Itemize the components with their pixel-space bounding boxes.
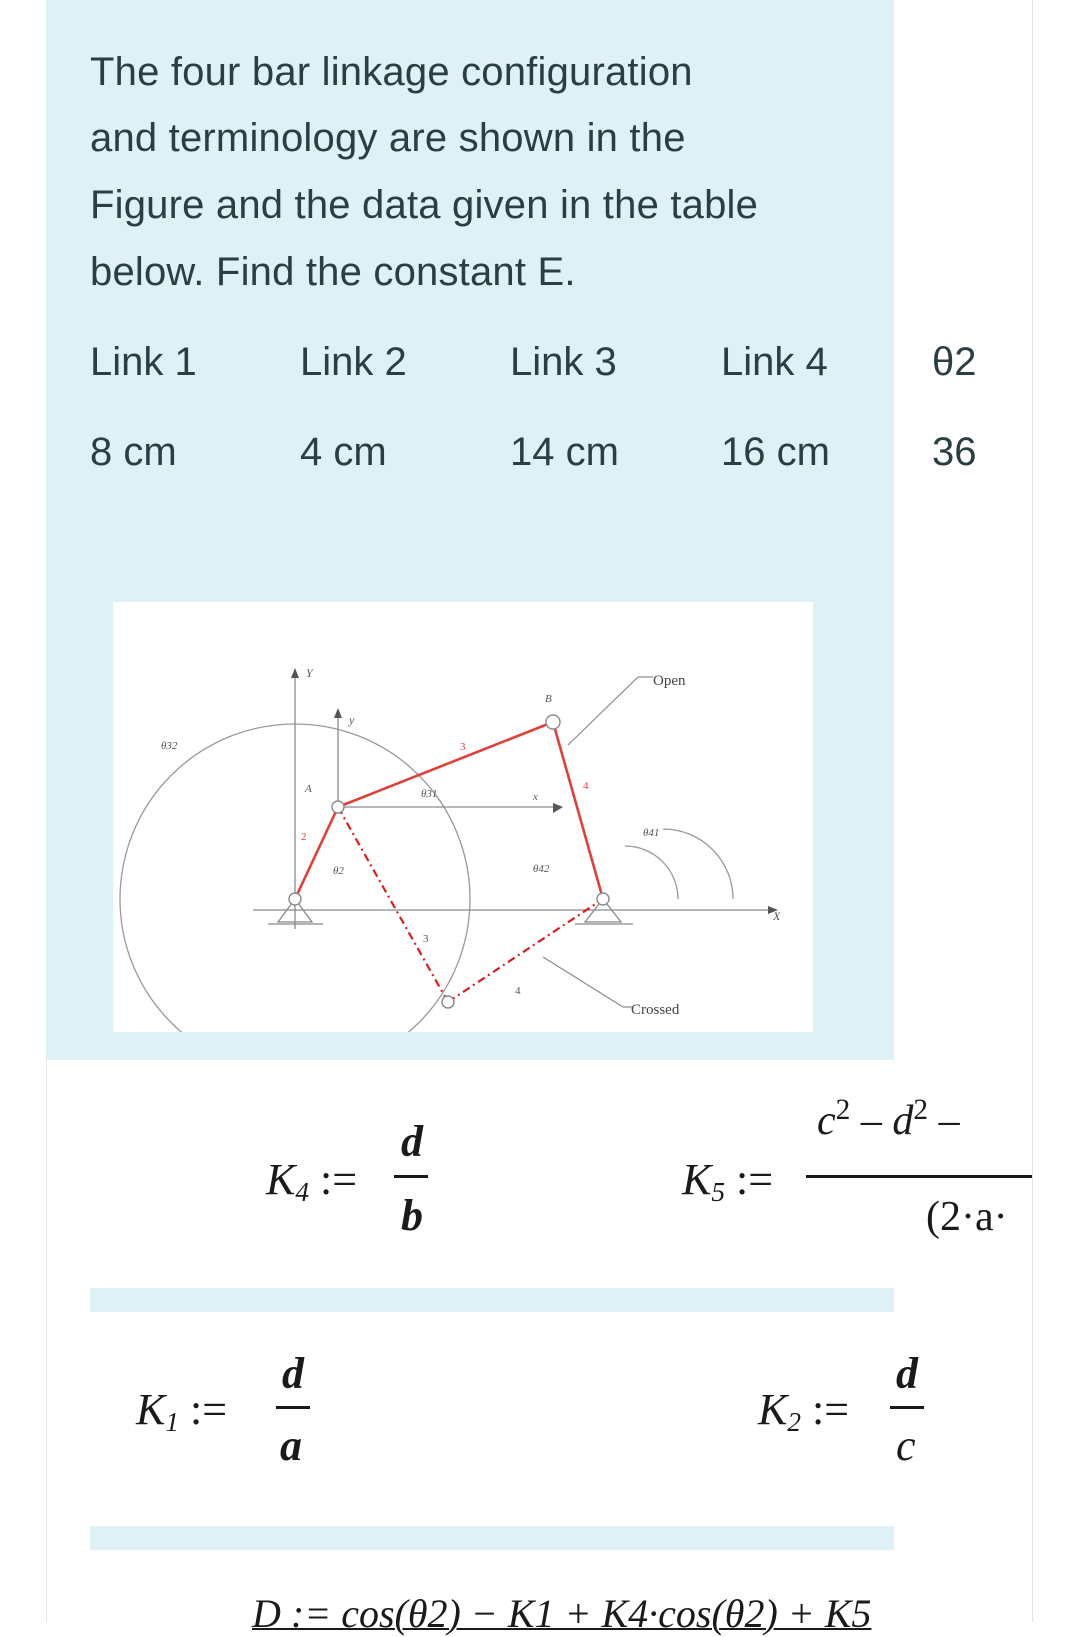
label-theta3-2: θ32	[161, 740, 178, 752]
right-margin-line	[1032, 0, 1033, 1622]
table-value-link4: 16 cm	[721, 430, 830, 474]
table-header-link3: Link 3	[510, 340, 617, 384]
left-margin	[0, 0, 47, 1622]
question-line-1: The four bar linkage configuration	[90, 50, 693, 94]
joint-O2	[289, 893, 301, 905]
linkage-figure	[113, 602, 813, 1032]
table-header-link2: Link 2	[300, 340, 407, 384]
link-3-open	[338, 722, 553, 807]
figure-bottom-panel	[46, 1032, 894, 1060]
separator-strip-1	[90, 1288, 894, 1312]
table-value-link3: 14 cm	[510, 430, 619, 474]
theta4-arc-inner	[625, 846, 678, 899]
label-theta3-1: θ31	[421, 788, 438, 800]
label-open: Open	[653, 673, 686, 689]
k1-fraction-bar	[276, 1406, 310, 1409]
table-value-theta2: 36	[932, 430, 977, 474]
k4-numerator: d	[401, 1117, 423, 1166]
label-link-2: 2	[301, 831, 307, 843]
equation-card-d	[90, 1550, 1032, 1636]
joint-A	[332, 801, 344, 813]
table-header-theta2: θ2	[932, 340, 977, 384]
label-link-4-crossed: 4	[515, 985, 521, 997]
label-y: y	[349, 713, 355, 727]
label-link-3-open: 3	[460, 741, 466, 753]
label-theta4-2: θ42	[533, 863, 550, 875]
k2-fraction-bar	[890, 1406, 924, 1409]
k4-denominator: b	[401, 1191, 423, 1240]
link-4-crossed	[448, 899, 603, 1002]
k5-numerator: $c^2 - d^2$ –	[817, 1094, 960, 1144]
figure-left-panel	[46, 602, 113, 1032]
y-axis-local-arrow	[334, 708, 342, 718]
k5-lhs: K5 :=	[682, 1155, 774, 1207]
link-3-crossed	[338, 807, 448, 1002]
label-X: X	[773, 909, 781, 923]
label-A: A	[305, 783, 312, 795]
label-crossed: Crossed	[631, 1002, 680, 1018]
table-value-link2: 4 cm	[300, 430, 387, 474]
label-Y: Y	[306, 666, 313, 680]
x-axis-local-arrow	[553, 803, 563, 813]
link-2	[295, 807, 338, 899]
joint-O4	[597, 893, 609, 905]
k2-lhs: K2 :=	[758, 1385, 850, 1437]
linkage-diagram	[113, 602, 813, 1032]
open-callout-line	[568, 677, 638, 745]
question-line-4: below. Find the constant E.	[90, 250, 576, 294]
k1-numerator: d	[282, 1349, 304, 1398]
label-theta4-1: θ41	[643, 827, 660, 839]
k2-denominator: c	[896, 1421, 916, 1470]
figure-right-panel	[813, 602, 894, 1032]
k4-lhs: K4 :=	[266, 1155, 358, 1207]
crossed-callout-line	[543, 957, 623, 1007]
label-B: B	[545, 693, 552, 705]
table-value-link1: 8 cm	[90, 430, 177, 474]
equation-card-k4-k5	[90, 1060, 1032, 1288]
question-line-3: Figure and the data given in the table	[90, 183, 759, 227]
label-x: x	[533, 791, 538, 803]
joint-B-crossed	[442, 996, 454, 1008]
theta4-arc-outer	[663, 829, 733, 899]
k5-denominator: (2·a·	[926, 1194, 1008, 1240]
equation-card-k1-k2	[90, 1312, 1032, 1526]
k4-fraction-bar	[394, 1175, 428, 1178]
k2-numerator: d	[896, 1349, 918, 1398]
label-link-4-open: 4	[583, 780, 589, 792]
table-header-link4: Link 4	[721, 340, 828, 384]
table-header-link1: Link 1	[90, 340, 197, 384]
link-4-open	[553, 722, 603, 899]
d-equation: D := cos(θ2) − K1 + K4·cos(θ2) + K5	[252, 1591, 872, 1636]
k1-denominator: a	[280, 1421, 302, 1470]
label-link-3-crossed: 3	[423, 933, 429, 945]
question-line-2: and terminology are shown in the	[90, 116, 686, 160]
Y-axis-arrow	[291, 668, 299, 678]
separator-strip-2	[90, 1526, 894, 1550]
k5-fraction-bar	[806, 1175, 1032, 1178]
joint-B-open	[546, 715, 560, 729]
k1-lhs: K1 :=	[136, 1385, 228, 1437]
label-theta2: θ2	[333, 865, 344, 877]
